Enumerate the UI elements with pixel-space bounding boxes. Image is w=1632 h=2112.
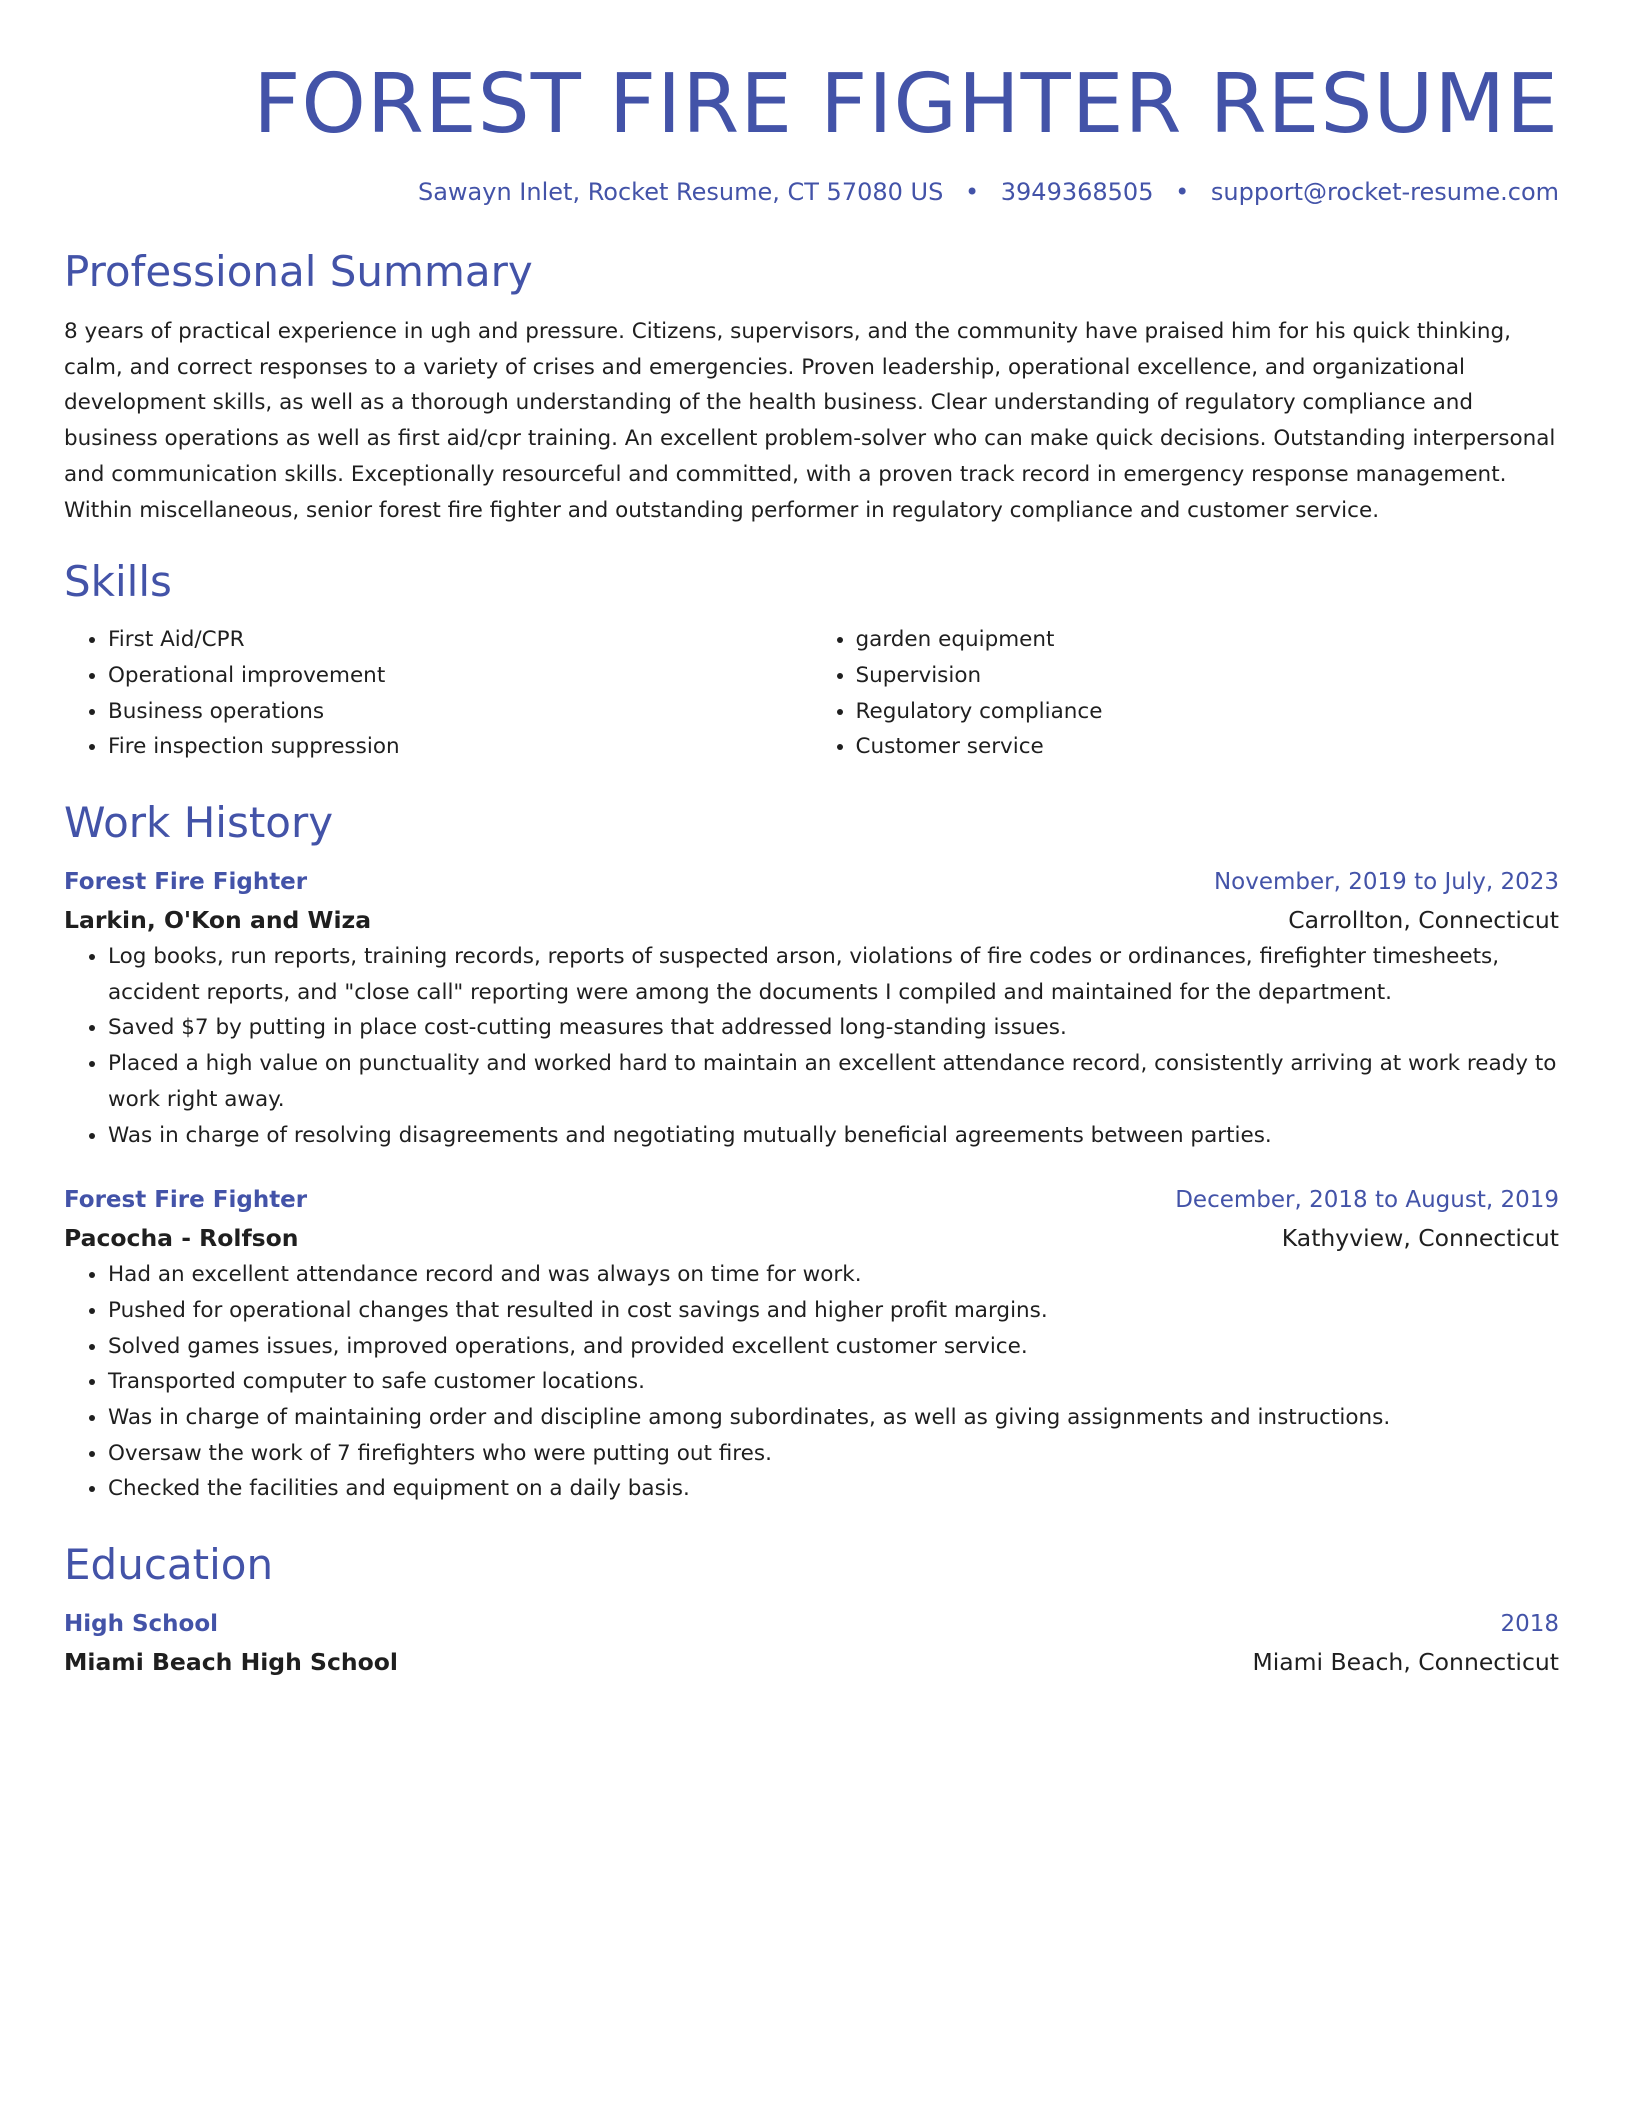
contact-phone: 3949368505	[1000, 178, 1154, 206]
job-bullet: • Transported computer to safe customer locations.	[108, 1364, 1559, 1400]
job-bullet: • Was in charge of maintaining order and discipline among subordinates, as well as giving assignments and instructions.	[108, 1400, 1559, 1436]
job-title: Forest Fire Fighter	[64, 869, 308, 896]
work-history-heading: Work History	[64, 798, 334, 848]
job-bullet: • Log books, run reports, training records, reports of suspected arson, violations of fire codes or ordinances, firefighter timesheets, accident reports, and "close call" reporting were among the documents I compiled and maintained for the department.	[108, 939, 1559, 1010]
job-company: Larkin, O'Kon and Wiza	[64, 906, 372, 935]
resume-page	[64, 0, 1559, 1681]
job-bullet: • Pushed for operational changes that resulted in cost savings and higher profit margins.	[108, 1293, 1559, 1329]
skills-list-right	[812, 622, 1560, 765]
job-title: Forest Fire Fighter	[64, 1187, 308, 1214]
skills-grid	[64, 622, 1559, 765]
education-entry	[64, 1605, 1559, 1681]
job-bullet: • Saved $7 by putting in place cost-cutting measures that addressed long-standing issues.	[108, 1010, 1559, 1046]
contact-email[interactable]: support@rocket-resume.com	[1210, 178, 1559, 206]
job-bullet: • Oversaw the work of 7 firefighters who were putting out fires.	[108, 1436, 1559, 1472]
skill-item: • First Aid/CPR	[108, 622, 812, 658]
education-section	[64, 1539, 1559, 1681]
job-company: Pacocha - Rolfson	[64, 1224, 299, 1253]
job-entry	[64, 863, 1559, 1153]
contact-separator: •	[1175, 178, 1190, 206]
skill-item: • Supervision	[856, 658, 1560, 694]
job-location: Carrollton, Connecticut	[1288, 906, 1559, 935]
job-bullets	[64, 939, 1559, 1153]
skills-heading: Skills	[64, 557, 172, 607]
resume-header	[64, 0, 1559, 210]
summary-heading: Professional Summary	[64, 247, 533, 296]
job-entry	[64, 1181, 1559, 1507]
education-location: Miami Beach, Connecticut	[1252, 1648, 1559, 1677]
job-bullet: • Placed a high value on punctuality and worked hard to maintain an excellent attendance record, consistently arriving at work ready to work right away.	[108, 1046, 1559, 1117]
job-location: Kathyview, Connecticut	[1281, 1224, 1559, 1253]
contact-separator: •	[964, 178, 980, 206]
education-year: 2018	[1500, 1611, 1559, 1638]
job-header-row	[64, 1181, 1559, 1219]
job-bullet: • Had an excellent attendance record and was always on time for work.	[108, 1257, 1559, 1293]
skill-item: • Regulatory compliance	[856, 694, 1560, 730]
job-bullet: • Solved games issues, improved operations, and provided excellent customer service.	[108, 1329, 1559, 1365]
job-bullet: • Checked the facilities and equipment on a daily basis.	[108, 1471, 1559, 1507]
contact-line	[64, 174, 1559, 210]
education-header-row	[64, 1605, 1559, 1643]
education-school-row	[64, 1643, 1559, 1681]
education-degree: High School	[64, 1611, 219, 1638]
skill-item: • Fire inspection suppression	[108, 729, 812, 765]
contact-address: Sawayn Inlet, Rocket Resume, CT 57080 US	[417, 178, 944, 206]
job-company-row	[64, 901, 1559, 939]
resume-title: FOREST FIRE FIGHTER RESUME	[253, 57, 1559, 152]
education-school: Miami Beach High School	[64, 1648, 398, 1677]
job-company-row	[64, 1219, 1559, 1257]
job-bullet: • Was in charge of resolving disagreements and negotiating mutually beneficial agreements between parties.	[108, 1118, 1559, 1154]
skill-item: • Operational improvement	[108, 658, 812, 694]
skills-section	[64, 556, 1559, 765]
education-heading: Education	[64, 1540, 274, 1590]
work-history-section	[64, 797, 1559, 1507]
job-bullets	[64, 1257, 1559, 1507]
skill-item: • Customer service	[856, 729, 1560, 765]
skills-list-left	[64, 622, 812, 765]
summary-section	[64, 246, 1559, 528]
skill-item: • Business operations	[108, 694, 812, 730]
job-header-row	[64, 863, 1559, 901]
job-dates: December, 2018 to August, 2019	[1175, 1187, 1559, 1214]
summary-text: 8 years of practical experience in ugh and pressure. Citizens, supervisors, and the community have praised him for his quick thinking, calm, and correct responses to a variety of crises and emergencies. Proven leadership, operational excellence, and organizational development skills, as well as a thorough understanding of the health business. Clear understanding of regulatory compliance and business operations as well as first aid/cpr training. An excellent problem-solver who can make quick decisions. Outstanding interpersonal and communication skills. Exceptionally resourceful and committed, with a proven track record in emergency response management. Within miscellaneous, senior forest fire fighter and outstanding performer in regulatory compliance and customer service.	[64, 319, 1556, 523]
job-dates: November, 2019 to July, 2023	[1213, 869, 1559, 896]
skill-item: • garden equipment	[856, 622, 1560, 658]
